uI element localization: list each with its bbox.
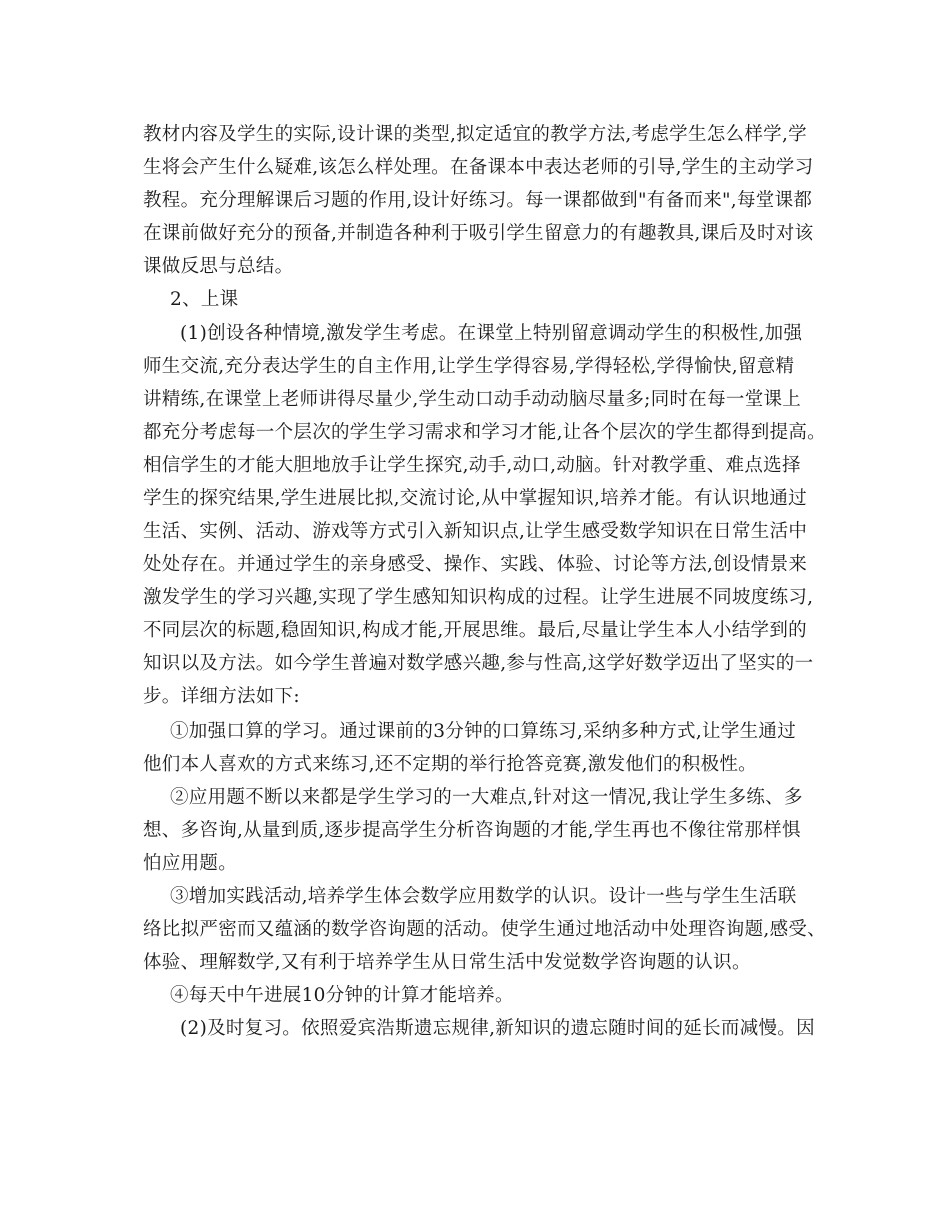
paragraph-line: 在课前做好充分的预备,并制造各种利于吸引学生留意力的有趣教具,课后及时对该	[143, 223, 814, 244]
paragraph-line: (1)创设各种情境,激发学生考虑。在课堂上特别留意调动学生的积极性,加强	[180, 323, 803, 344]
paragraph-line: 怕应用题。	[143, 853, 238, 874]
paragraph-line: 教程。充分理解课后习题的作用,设计好练习。每一课都做到"有备而来",每堂课都	[143, 190, 813, 211]
paragraph-line: 生活、实例、活动、游戏等方式引入新知识点,让学生感受数学知识在日常生活中	[143, 521, 808, 542]
paragraph-line: 他们本人喜欢的方式来练习,还不定期的举行抢答竞赛,激发他们的积极性。	[143, 754, 757, 775]
section-heading: 2、上课	[170, 289, 239, 310]
list-item: ①加强口算的学习。通过课前的3分钟的口算练习,采纳多种方式,让学生通过	[170, 721, 797, 742]
paragraph-line: 激发学生的学习兴趣,实现了学生感知知识构成的过程。让学生进展不同坡度练习,	[143, 587, 814, 608]
paragraph-line: 生将会产生什么疑难,该怎么样处理。在备课本中表达老师的引导,学生的主动学习	[143, 157, 814, 178]
paragraph-line: (2)及时复习。依照爱宾浩斯遗忘规律,新知识的遗忘随时间的延长而减慢。因	[180, 1018, 815, 1039]
paragraph-line: 讲精练,在课堂上老师讲得尽量少,学生动口动手动动脑尽量多;同时在每一堂课上	[143, 389, 802, 410]
paragraph-line: 教材内容及学生的实际,设计课的类型,拟定适宜的教学方法,考虑学生怎么样学,学	[143, 124, 807, 145]
paragraph-line: 课做反思与总结。	[143, 256, 294, 277]
paragraph-line: 络比拟严密而又蕴涵的数学咨询题的活动。使学生通过地活动中处理咨询题,感受、	[143, 919, 826, 940]
paragraph-line: 相信学生的才能大胆地放手让学生探究,动手,动口,动脑。针对教学重、难点选择	[143, 455, 801, 476]
paragraph-line: 体验、理解数学,又有利于培养学生从日常生活中发觉数学咨询题的认识。	[143, 952, 751, 973]
paragraph-line: 不同层次的标题,稳固知识,构成才能,开展思维。最后,尽量让学生本人小结学到的	[143, 620, 807, 641]
list-item: ④每天中午进展10分钟的计算才能培养。	[170, 985, 514, 1006]
paragraph-line: 都充分考虑每一个层次的学生学习需求和学习才能,让各个层次的学生都得到提高。	[143, 422, 826, 443]
paragraph-line: 知识以及方法。如今学生普遍对数学感兴趣,参与性高,这学好数学迈出了坚实的一	[143, 653, 814, 674]
paragraph-line: 步。详细方法如下:	[143, 686, 300, 707]
paragraph-line: 师生交流,充分表达学生的自主作用,让学生学得容易,学得轻松,学得愉快,留意精	[143, 356, 795, 377]
list-item: ③增加实践活动,培养学生体会数学应用数学的认识。设计一些与学生生活联	[170, 886, 797, 907]
paragraph-line: 想、多咨询,从量到质,逐步提高学生分析咨询题的才能,学生再也不像往常那样惧	[143, 820, 801, 841]
paragraph-line: 学生的探究结果,学生进展比拟,交流讨论,从中掌握知识,培养才能。有认识地通过	[143, 488, 807, 509]
paragraph-line: 处处存在。并通过学生的亲身感受、操作、实践、体验、讨论等方法,创设情景来	[143, 554, 808, 575]
list-item: ②应用题不断以来都是学生学习的一大难点,针对这一情况,我让学生多练、多	[170, 787, 803, 808]
